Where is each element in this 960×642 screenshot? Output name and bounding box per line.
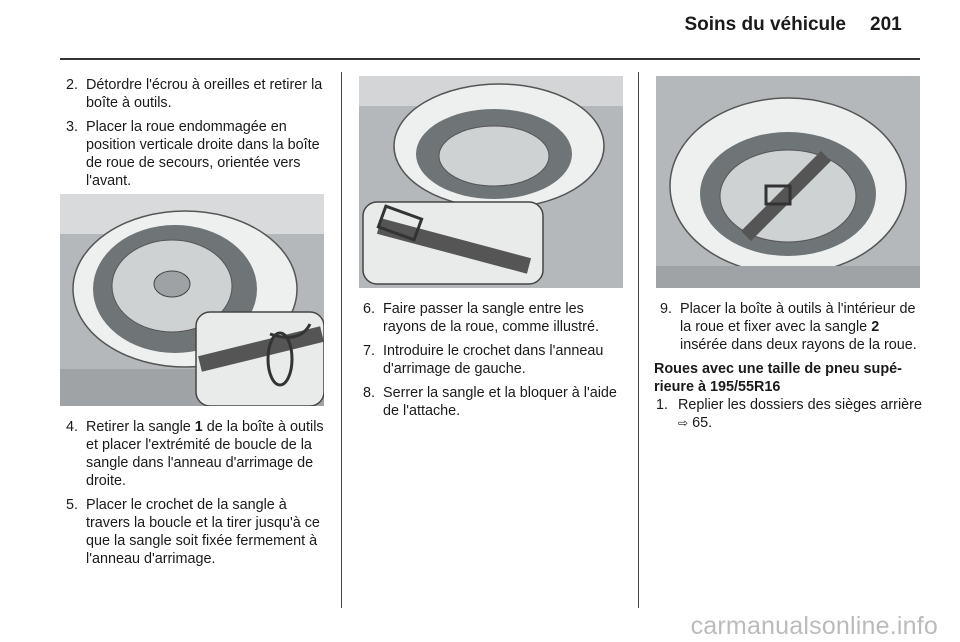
step-1	[656, 396, 922, 432]
step-number: 8.	[363, 385, 376, 401]
step-text: Détordre l'écrou à oreilles et retirer la boîte à outils.	[86, 77, 323, 111]
section-subheading: Roues avec une taille de pneu supérieure à 195/55R16	[654, 361, 902, 395]
step-5	[60, 496, 330, 568]
step-number: 1.	[656, 397, 669, 413]
header-divider	[60, 58, 920, 60]
step-number: 9.	[660, 301, 673, 317]
step-text: Introduire le crochet dans l'anneau d'arrimage de gauche.	[383, 343, 604, 377]
illustration-toolbox-in-wheel	[656, 76, 920, 288]
column-3	[654, 300, 922, 438]
step-3	[60, 118, 328, 190]
page-title: Soins du véhicule	[684, 14, 846, 35]
step-4	[60, 418, 330, 490]
column-divider-1	[341, 72, 342, 608]
step-text: Placer la roue endommagée en position verticale droite dans la boîte de roue de secours, orientée vers l'avant.	[86, 119, 320, 189]
step-text: Retirer la sangle	[86, 419, 195, 435]
step-text: Placer le crochet de la sangle à travers la boucle et la tirer jusqu'à ce que la sangle soit fixée fermement à l'anneau d'arrimage.	[86, 497, 320, 567]
illustration-strap-through-spokes	[359, 76, 623, 288]
step-7	[357, 342, 627, 378]
page-number: 201	[870, 14, 902, 35]
step-number: 4.	[66, 419, 79, 435]
column-1	[60, 76, 328, 196]
callout-number: 2	[871, 319, 880, 335]
callout-number: 1	[194, 419, 203, 435]
step-number: 6.	[363, 301, 376, 317]
step-number: 7.	[363, 343, 376, 359]
step-text-cont: de la boîte à outils et placer l'extrémité de boucle de la sangle dans l'anneau d'arrimage de droite.	[86, 419, 324, 489]
step-text: Placer la boîte à outils à l'intérieur de la roue et fixer avec la sangle	[680, 301, 916, 335]
step-text: Faire passer la sangle entre les rayons de la roue, comme illustré.	[383, 301, 599, 335]
step-number: 5.	[66, 497, 79, 513]
step-text-cont: insérée dans deux rayons de la roue.	[680, 337, 917, 353]
column-1-lower	[60, 418, 330, 574]
column-2	[357, 300, 627, 426]
step-number: 2.	[66, 77, 79, 93]
watermark: carmanualsonline.info	[690, 612, 938, 640]
step-text: Replier les dossiers des sièges arrière	[678, 397, 922, 413]
illustration-spare-wheel-strap-right	[60, 194, 324, 406]
step-number: 3.	[66, 119, 79, 135]
page-reference-arrow-icon: ⇨	[678, 416, 689, 430]
step-2	[60, 76, 328, 112]
step-6	[357, 300, 627, 336]
column-divider-2	[638, 72, 639, 608]
step-9	[654, 300, 922, 354]
page-reference[interactable]: 65.	[692, 415, 713, 431]
step-text: Serrer la sangle et la bloquer à l'aide de l'attache.	[383, 385, 617, 419]
step-8	[357, 384, 627, 420]
